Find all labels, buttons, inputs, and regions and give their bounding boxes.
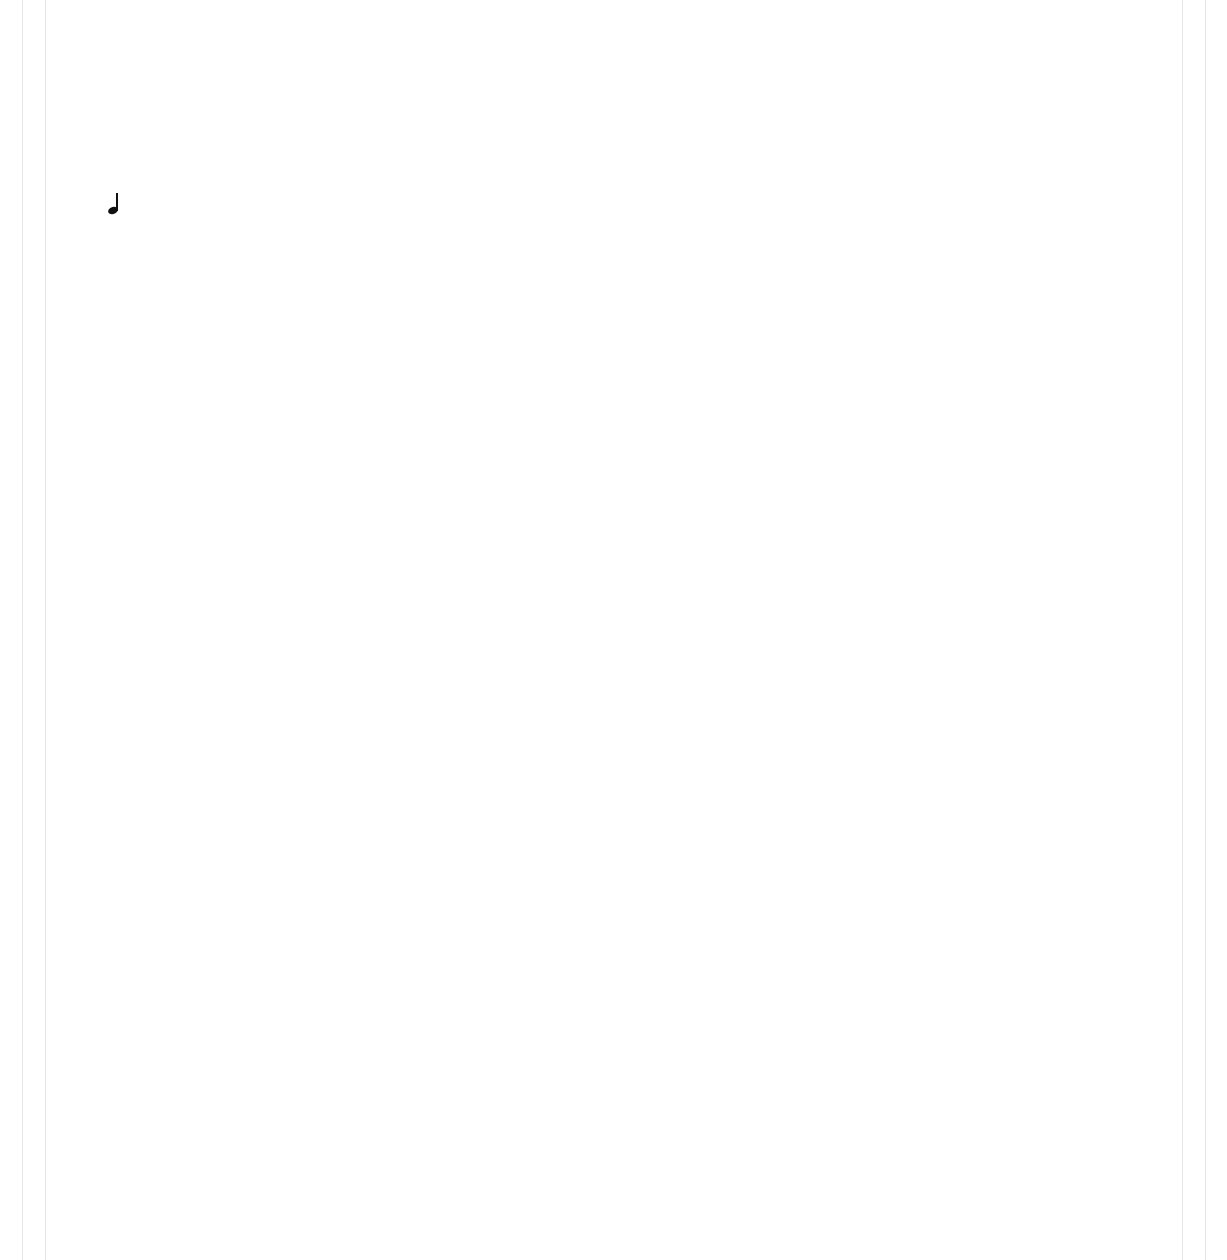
tempo-marking xyxy=(108,192,120,218)
quarter-note-icon xyxy=(108,192,120,214)
right-watermark-strip xyxy=(1182,0,1206,1260)
left-watermark-strip xyxy=(22,0,46,1260)
